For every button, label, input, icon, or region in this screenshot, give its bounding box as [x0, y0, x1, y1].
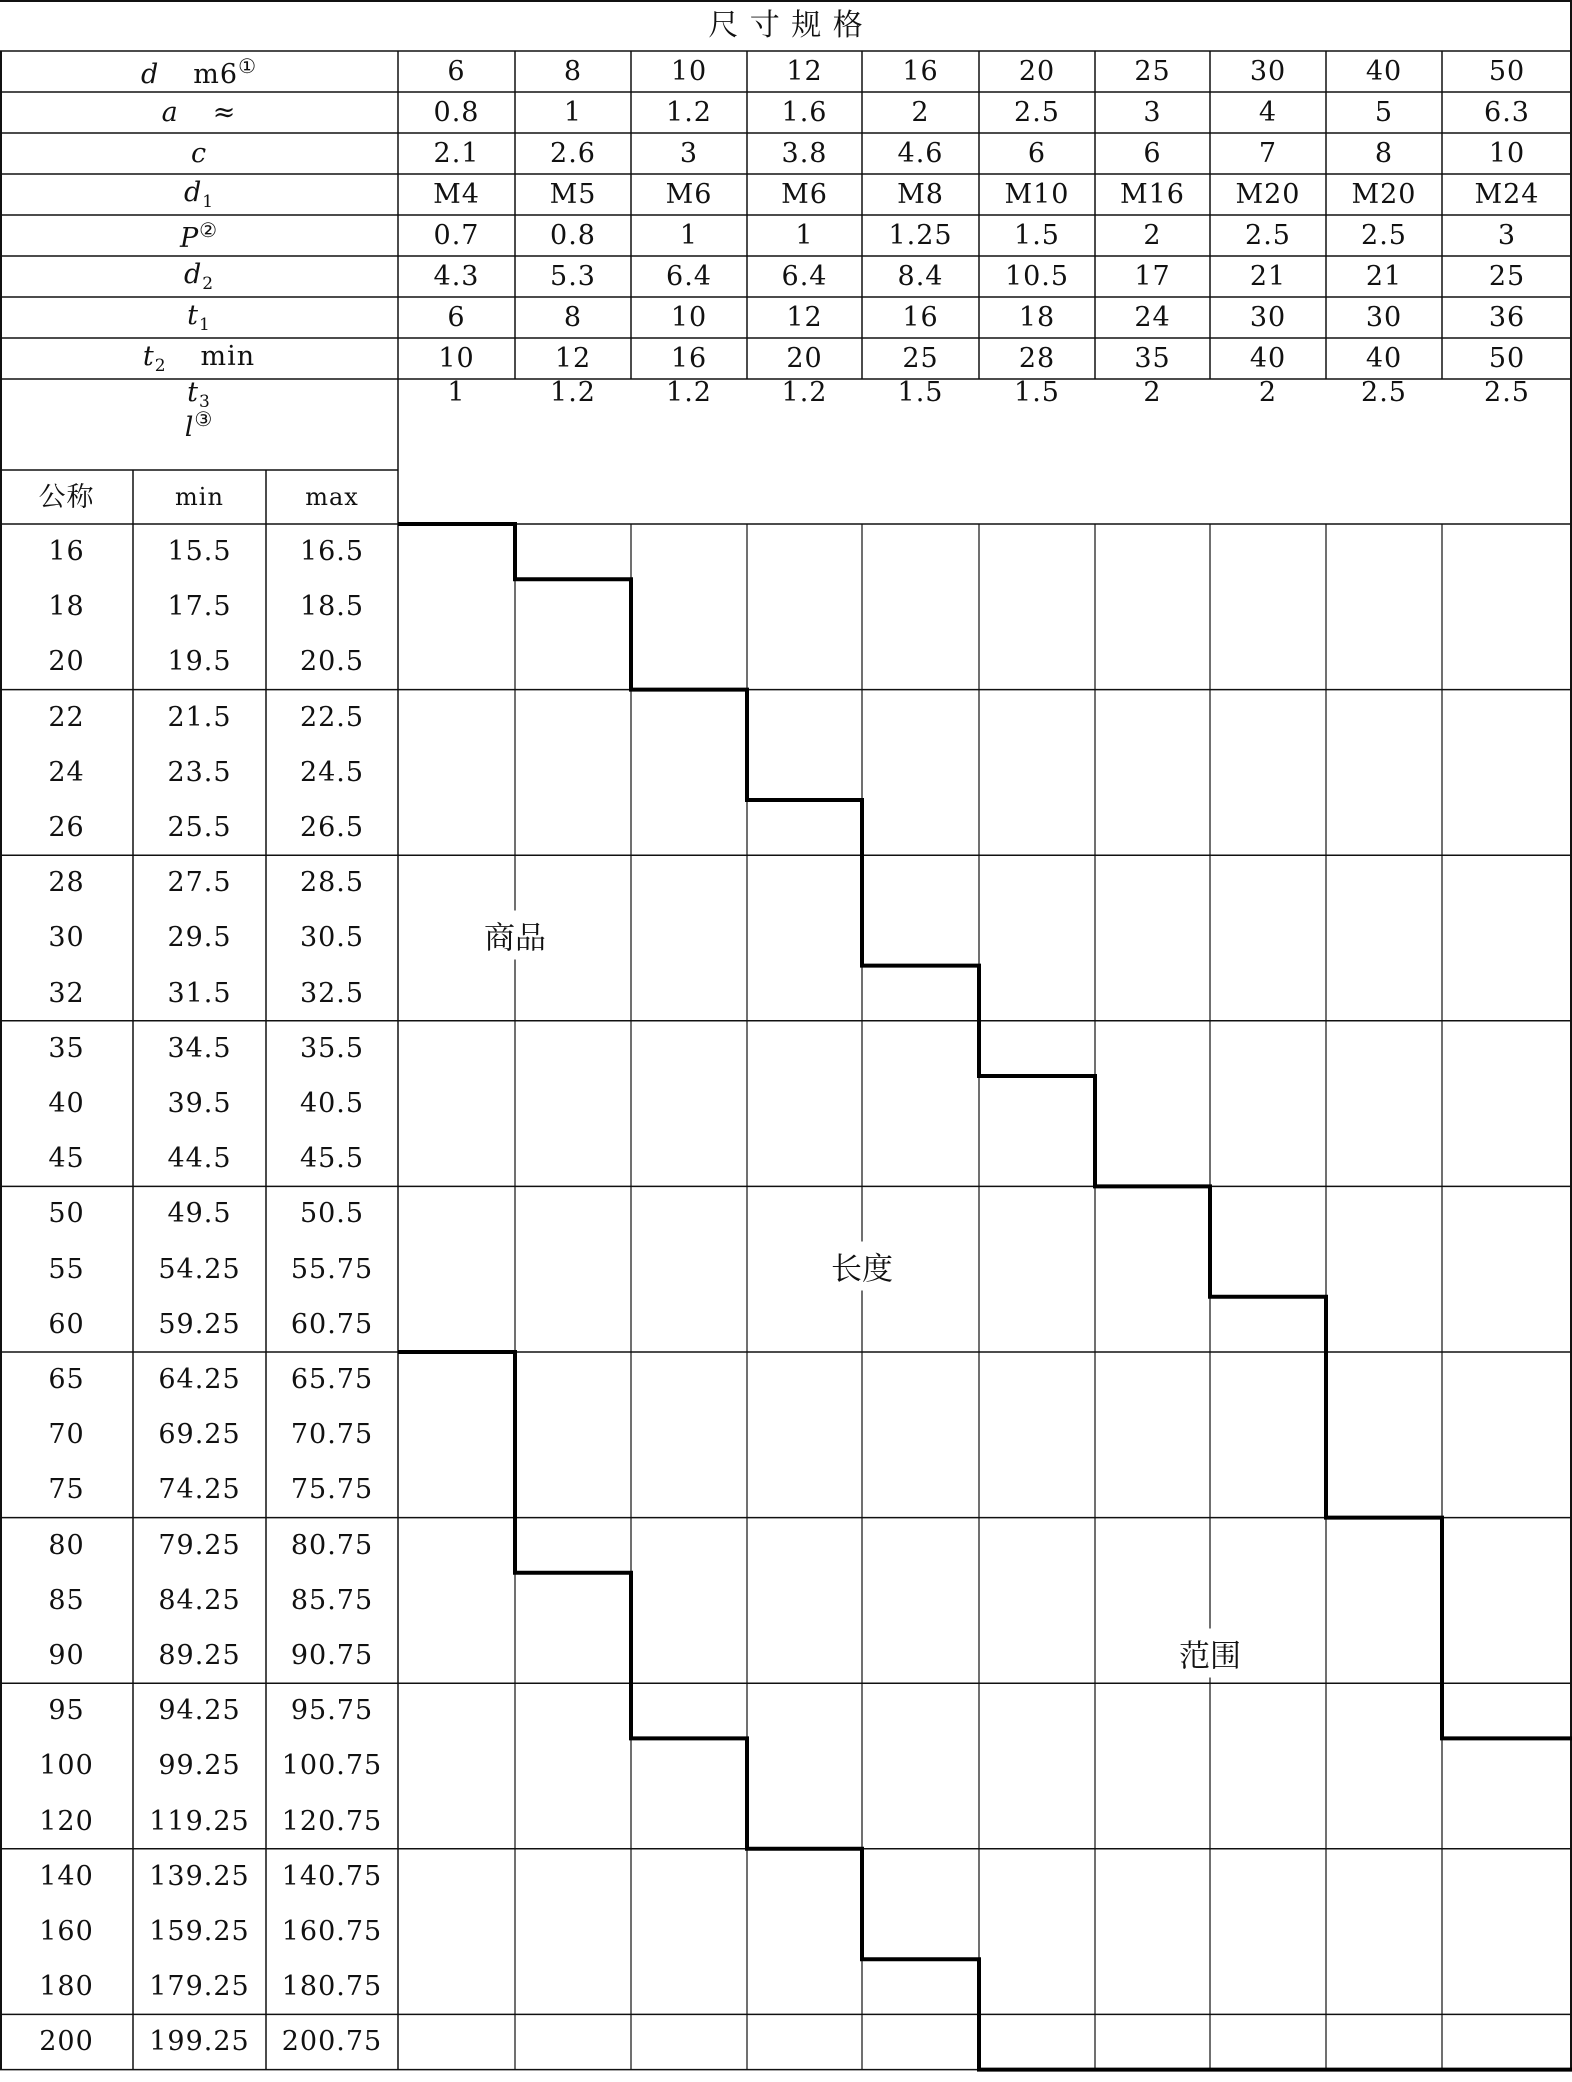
length-min: 179.25	[149, 1971, 250, 2003]
length-min: 27.5	[167, 867, 232, 899]
length-max: 24.5	[299, 756, 365, 788]
param-value: 18	[1018, 302, 1056, 333]
length-min: 119.25	[149, 1805, 250, 1837]
length-max: 180.75	[281, 1971, 383, 2003]
param-value: 2.1	[433, 138, 480, 169]
param-note: ②	[199, 217, 219, 242]
length-max: 120.75	[281, 1805, 383, 1837]
param-value: 12	[786, 56, 823, 87]
length-nominal: 20	[48, 646, 85, 678]
length-nominal: 85	[48, 1584, 85, 1616]
param-value: 10	[670, 56, 708, 87]
length-nominal: 24	[48, 756, 85, 788]
param-value: 2.6	[550, 138, 596, 169]
param-suffix: m6	[193, 58, 239, 90]
range-label-range: 范围	[1179, 1628, 1241, 1677]
param-value: 2	[911, 97, 930, 128]
param-value: 1	[563, 97, 583, 128]
param-value: 2	[1143, 220, 1162, 251]
param-value: M24	[1474, 179, 1540, 210]
param-name-cell	[0, 297, 398, 338]
length-nominal: 160	[39, 1916, 94, 1948]
param-value: 50	[1488, 56, 1526, 87]
param-symbol: a	[161, 97, 179, 128]
param-value: 8	[563, 302, 583, 333]
length-min: 74.25	[158, 1474, 241, 1506]
param-value: 3	[1497, 220, 1517, 251]
length-max: 22.5	[299, 701, 365, 733]
param-subscript: 3	[199, 392, 211, 412]
param-subscript: 1	[202, 191, 215, 212]
length-min: 99.25	[158, 1750, 241, 1782]
param-value: 1	[795, 220, 814, 251]
param-symbol: d	[183, 258, 203, 290]
param-subscript: 2	[154, 355, 167, 376]
param-value: 1	[447, 377, 466, 408]
param-value: 3.8	[781, 138, 828, 169]
param-value: 2.5	[1245, 220, 1291, 251]
length-max: 28.5	[299, 867, 365, 899]
lower-range-boundary	[398, 1352, 1572, 2070]
col-header-min: min	[175, 483, 224, 511]
param-symbol: d	[183, 176, 203, 208]
param-value: 50	[1488, 343, 1526, 374]
param-value: 10	[438, 343, 475, 374]
param-name-cell	[0, 51, 398, 92]
length-min: 44.5	[167, 1143, 232, 1175]
length-min: 21.5	[167, 701, 232, 733]
param-value: 1.2	[666, 97, 712, 128]
param-label	[183, 258, 215, 294]
param-label	[140, 53, 257, 90]
col-header-nominal: 公称	[38, 481, 95, 513]
param-label	[142, 340, 256, 376]
length-nominal: 28	[48, 867, 85, 899]
length-min: 89.25	[158, 1640, 241, 1672]
param-value: 6	[1143, 138, 1162, 169]
param-value: M10	[1004, 179, 1070, 210]
param-value: 2.5	[1014, 97, 1060, 128]
param-value: 16	[670, 343, 708, 374]
param-value: M6	[665, 179, 713, 210]
param-symbol: t	[187, 377, 200, 408]
length-min: 199.25	[149, 2026, 250, 2058]
param-symbol: P	[179, 222, 200, 254]
param-suffix: min	[200, 340, 256, 372]
param-value: 1.5	[1014, 220, 1060, 251]
param-value: 8	[563, 56, 583, 87]
length-max: 140.75	[281, 1860, 383, 1892]
length-nominal: 50	[48, 1198, 85, 1230]
length-max: 65.75	[290, 1364, 374, 1396]
length-max: 35.5	[299, 1032, 365, 1064]
param-value: 1.5	[897, 377, 944, 408]
param-name-cell	[0, 256, 398, 297]
param-name-cell	[0, 338, 398, 379]
length-min: 34.5	[167, 1032, 232, 1064]
length-nominal: 95	[48, 1695, 85, 1727]
range-label-commercial: 商品	[484, 911, 546, 960]
param-value: 4.6	[897, 138, 944, 169]
param-value: 16	[902, 302, 939, 333]
length-min: 69.25	[158, 1419, 241, 1451]
length-min: 94.25	[158, 1695, 241, 1727]
param-value: 6	[447, 56, 466, 87]
param-value: 24	[1134, 302, 1171, 333]
length-min: 29.5	[167, 922, 232, 954]
param-value: M6	[781, 179, 828, 210]
param-value: 40	[1249, 343, 1287, 374]
param-name-cell	[0, 92, 398, 133]
param-symbol: t	[142, 340, 155, 372]
length-max: 26.5	[299, 812, 365, 844]
param-value: M5	[549, 179, 597, 210]
length-nominal: 22	[48, 701, 85, 733]
length-min: 17.5	[167, 591, 232, 623]
param-label	[191, 140, 207, 167]
param-value: 6.4	[781, 261, 828, 292]
length-max: 200.75	[281, 2026, 383, 2058]
param-value: 3	[1143, 97, 1162, 128]
col-header-max: max	[305, 483, 359, 511]
param-value: 6	[1027, 138, 1047, 169]
param-name-cell	[0, 174, 398, 215]
length-min: 39.5	[167, 1088, 232, 1120]
param-value: 2	[1258, 377, 1278, 408]
length-nominal: 55	[48, 1253, 85, 1285]
param-value: 5.3	[550, 261, 596, 292]
length-nominal: 80	[48, 1529, 85, 1561]
length-nominal: 120	[39, 1805, 94, 1837]
param-value: 20	[786, 343, 823, 374]
param-subscript: 1	[199, 314, 211, 335]
length-max: 60.75	[290, 1308, 374, 1340]
param-value: 12	[554, 343, 592, 374]
length-max: 80.75	[290, 1529, 374, 1561]
param-name-cell	[0, 215, 398, 256]
length-max: 30.5	[299, 922, 365, 954]
param-value: 17	[1134, 261, 1171, 292]
length-nominal: 35	[48, 1032, 85, 1064]
length-header-cell	[0, 379, 398, 470]
length-nominal: 100	[39, 1750, 94, 1782]
param-symbol: t	[187, 299, 200, 331]
length-nominal: 140	[39, 1860, 94, 1892]
param-value: 2.5	[1361, 220, 1407, 251]
param-value: 4.3	[433, 261, 480, 292]
param-value: 25	[1134, 56, 1171, 87]
upper-range-boundary	[398, 524, 1572, 1738]
length-nominal: 180	[39, 1971, 94, 2003]
length-max: 70.75	[290, 1419, 374, 1451]
length-nominal: 40	[48, 1088, 85, 1120]
param-value: 4	[1258, 97, 1278, 128]
param-value: 25	[1488, 261, 1526, 292]
param-value: 3	[679, 138, 699, 169]
length-max: 85.75	[290, 1584, 374, 1616]
length-min: 15.5	[167, 536, 232, 568]
length-min: 31.5	[167, 977, 232, 1009]
param-value: 30	[1249, 56, 1287, 87]
param-label	[187, 299, 211, 335]
param-subscript: 2	[202, 273, 215, 294]
param-value: M20	[1351, 179, 1417, 210]
length-max: 32.5	[299, 977, 365, 1009]
length-max: 20.5	[299, 646, 365, 678]
param-value: 1.5	[1014, 377, 1060, 408]
param-value: 1.6	[781, 97, 828, 128]
param-value: 25	[902, 343, 939, 374]
param-value: 21	[1249, 261, 1287, 292]
length-nominal: 45	[48, 1143, 85, 1175]
length-min: 59.25	[158, 1308, 241, 1340]
param-value: 10	[670, 302, 708, 333]
param-value: 8	[1374, 138, 1394, 169]
length-max: 100.75	[281, 1750, 383, 1782]
length-nominal: 32	[48, 977, 85, 1009]
range-label-length: 长度	[831, 1242, 893, 1291]
length-max: 16.5	[299, 536, 365, 568]
param-label	[179, 217, 219, 254]
param-value: 10	[1488, 138, 1526, 169]
length-nominal: 16	[48, 536, 85, 568]
param-value: 12	[786, 302, 823, 333]
length-min: 64.25	[158, 1364, 241, 1396]
length-min: 84.25	[158, 1584, 241, 1616]
param-value: 28	[1018, 343, 1056, 374]
param-symbol: d	[140, 58, 160, 90]
param-value: 36	[1488, 302, 1526, 333]
param-value: 2.5	[1484, 377, 1530, 408]
length-max: 90.75	[290, 1640, 374, 1672]
length-max: 75.75	[290, 1474, 374, 1506]
length-note: ③	[194, 406, 214, 431]
param-label	[162, 99, 237, 126]
param-value: 16	[902, 56, 939, 87]
length-max: 40.5	[299, 1088, 365, 1120]
length-max: 50.5	[299, 1198, 365, 1230]
param-value: 0.8	[433, 97, 480, 128]
length-nominal: 75	[48, 1474, 85, 1506]
param-value: 1	[679, 220, 699, 251]
param-value: 7	[1258, 138, 1278, 169]
length-min: 139.25	[149, 1860, 250, 1892]
param-value: 1.2	[781, 377, 828, 408]
table-title: 尺 寸 规 格	[708, 7, 864, 43]
param-value: 2.5	[1361, 377, 1407, 408]
param-label	[183, 176, 215, 212]
param-value: M4	[433, 179, 480, 210]
param-value: 0.7	[433, 220, 480, 251]
param-value: M16	[1119, 179, 1185, 210]
param-value: M20	[1235, 179, 1301, 210]
param-value: 1.2	[550, 377, 596, 408]
length-nominal: 26	[48, 812, 85, 844]
length-nominal: 200	[39, 2026, 94, 2058]
length-max: 45.5	[299, 1143, 365, 1175]
param-value: 40	[1365, 343, 1403, 374]
length-nominal: 70	[48, 1419, 85, 1451]
length-min: 23.5	[167, 756, 232, 788]
param-value: 6	[447, 302, 466, 333]
length-nominal: 30	[48, 922, 85, 954]
length-nominal: 60	[48, 1308, 85, 1340]
param-value: 2	[1143, 377, 1162, 408]
param-value: M8	[897, 179, 944, 210]
param-value: 10.5	[1004, 261, 1070, 292]
param-value: 1.2	[666, 377, 712, 408]
length-nominal: 18	[48, 591, 85, 623]
length-min: 54.25	[158, 1253, 241, 1285]
param-value: 21	[1365, 261, 1403, 292]
length-min: 25.5	[167, 812, 232, 844]
param-value: 35	[1134, 343, 1171, 374]
param-value: 30	[1249, 302, 1287, 333]
param-value: 6.4	[666, 261, 712, 292]
param-note: ①	[238, 53, 257, 78]
param-suffix: ≈	[212, 97, 237, 128]
length-min: 79.25	[158, 1529, 241, 1561]
length-max: 95.75	[290, 1695, 374, 1727]
param-value: 5	[1374, 97, 1394, 128]
length-min: 19.5	[167, 646, 232, 678]
param-value: 0.8	[550, 220, 596, 251]
param-value: 8.4	[897, 261, 944, 292]
length-symbol	[184, 406, 214, 443]
length-symbol-letter: l	[184, 411, 195, 443]
param-value: 40	[1365, 56, 1403, 87]
param-value: 6.3	[1484, 97, 1530, 128]
param-name-cell	[0, 133, 398, 174]
param-value: 20	[1018, 56, 1056, 87]
length-min: 159.25	[149, 1916, 250, 1948]
length-min: 49.5	[167, 1198, 232, 1230]
length-nominal: 90	[48, 1640, 85, 1672]
length-max: 18.5	[299, 591, 365, 623]
param-value: 30	[1365, 302, 1403, 333]
param-symbol: c	[190, 138, 208, 169]
length-max: 160.75	[281, 1916, 383, 1948]
param-value: 1.25	[888, 220, 953, 251]
length-nominal: 65	[48, 1364, 85, 1396]
length-max: 55.75	[290, 1253, 374, 1285]
